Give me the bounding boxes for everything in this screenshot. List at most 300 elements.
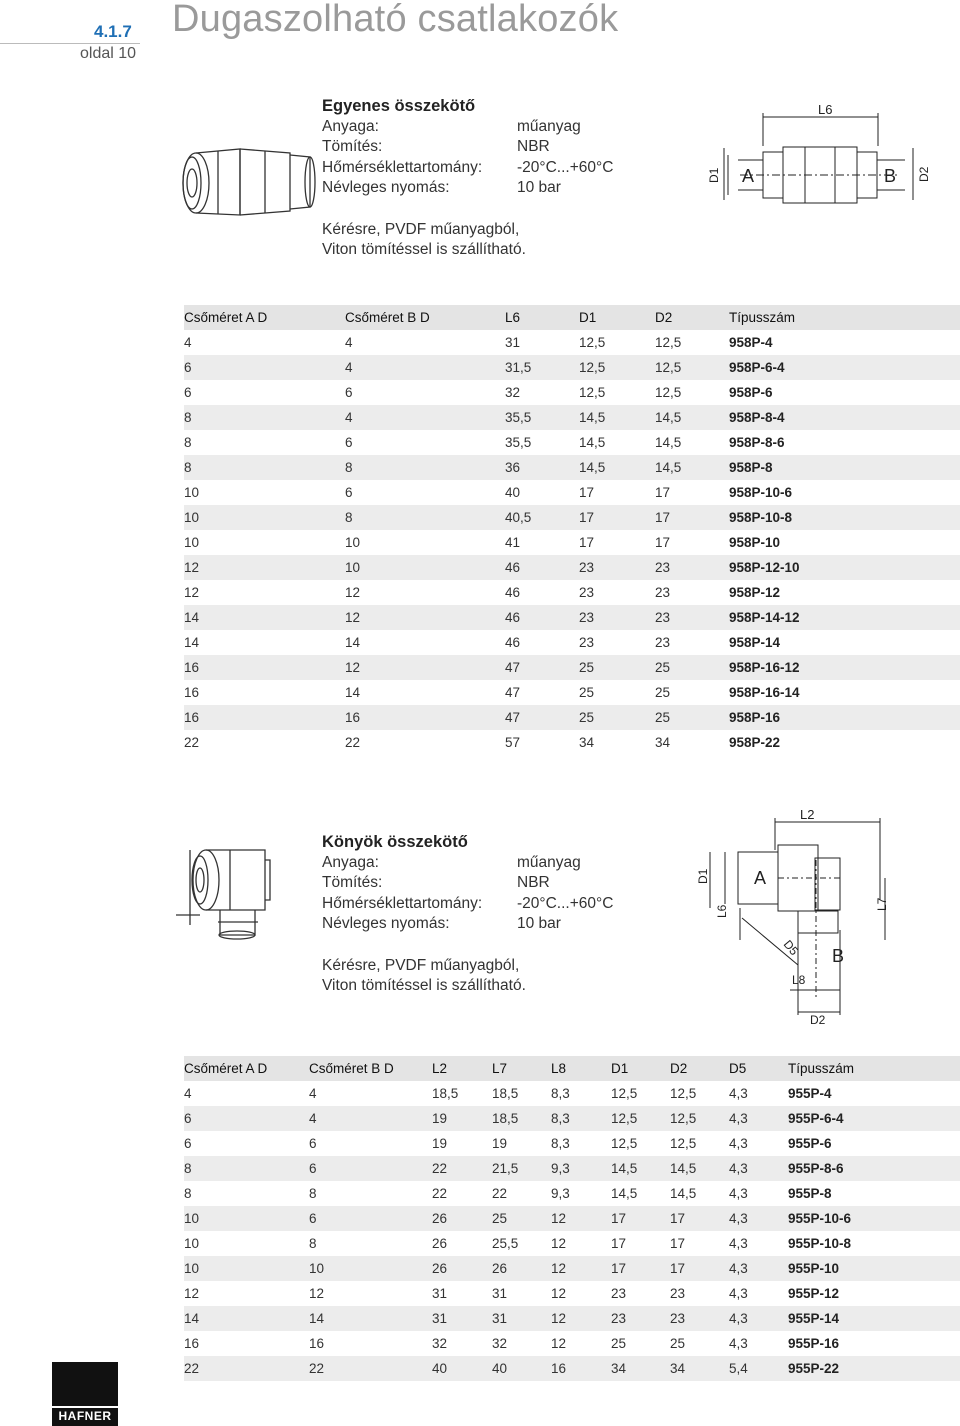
table-cell: 17: [655, 535, 671, 550]
table-cell: 6: [345, 435, 353, 450]
table-cell: 8: [345, 455, 505, 480]
table-cell: 25: [579, 655, 655, 680]
table-cell: 8,3: [551, 1136, 570, 1151]
table-row: [184, 1256, 960, 1281]
part-number-cell: 958P-10-8: [729, 505, 960, 530]
table-cell: 17: [670, 1236, 686, 1251]
table-cell: 12: [345, 655, 505, 680]
spec-label: Tömítés:: [322, 874, 383, 891]
port-b: B: [884, 166, 897, 186]
spec-value: NBR: [517, 138, 550, 155]
table-cell: 10: [345, 535, 361, 550]
part-number-cell: 955P-8-6: [788, 1156, 960, 1181]
product-note: Viton tömítéssel is szállítható.: [322, 241, 526, 258]
spec-label: Hőmérséklettartomány:: [322, 158, 483, 176]
spec-seal: [322, 873, 702, 894]
table-cell: 41: [505, 535, 521, 550]
port-b: B: [832, 946, 845, 966]
table-cell: 17: [579, 505, 655, 530]
table-cell: 35,5: [505, 405, 579, 430]
table-cell: 10: [184, 1256, 309, 1281]
table-cell: 12: [184, 555, 345, 580]
page-number: oldal 10: [80, 45, 137, 62]
table-row: [184, 505, 960, 530]
table-cell: 17: [611, 1236, 627, 1251]
spec-pressure: [322, 178, 702, 199]
table-cell: 23: [655, 635, 671, 650]
table-cell: 4: [309, 1086, 317, 1101]
table-row: [184, 1131, 960, 1156]
table-cell: 40,5: [505, 505, 579, 530]
table-cell: 19: [432, 1136, 448, 1151]
table-cell: 36: [505, 455, 579, 480]
column-header: Típusszám: [729, 305, 960, 330]
table-cell: 16: [184, 685, 200, 700]
table-row: [184, 330, 960, 355]
table-cell: 34: [611, 1356, 670, 1381]
part-number-cell: 958P-16-12: [729, 655, 960, 680]
spec-temperature: [322, 158, 702, 179]
product-note: Kérésre, PVDF műanyagból,: [322, 957, 520, 974]
table-cell: 10: [309, 1256, 432, 1281]
spec-label: Anyaga:: [322, 117, 379, 135]
table-cell: 57: [505, 735, 521, 750]
table-cell: 14,5: [655, 405, 729, 430]
spec-value: -20°C...+60°C: [517, 894, 614, 912]
header-rule: [0, 43, 140, 44]
table-cell: 4: [345, 355, 505, 380]
table-cell: 14,5: [579, 405, 655, 430]
table-cell: 10: [184, 1236, 200, 1251]
spec-material: [322, 117, 702, 138]
table-cell: 6: [345, 485, 353, 500]
table-cell: 12: [551, 1206, 611, 1231]
table-cell: 23: [579, 585, 595, 600]
table-row: [184, 480, 960, 505]
table-cell: 31: [432, 1306, 492, 1331]
product-name: Könyök összekötő: [322, 833, 468, 851]
port-a: A: [742, 166, 755, 186]
dim-d1: D1: [707, 167, 721, 183]
table-cell: 14: [184, 605, 345, 630]
table-cell: 8: [184, 1156, 309, 1181]
port-a: A: [754, 868, 767, 888]
table-row: [184, 1206, 960, 1231]
table-row: [184, 530, 960, 555]
table-cell: 4,3: [729, 1306, 788, 1331]
spec-value: -20°C...+60°C: [517, 158, 614, 176]
spec-pressure: [322, 914, 702, 935]
table-cell: 4: [184, 335, 192, 350]
table-cell: 12,5: [611, 1136, 638, 1151]
table-cell: 26: [432, 1236, 448, 1251]
table-cell: 25: [655, 655, 729, 680]
table-cell: 14,5: [579, 455, 655, 480]
table-cell: 4,3: [729, 1256, 788, 1281]
table-cell: 12,5: [655, 355, 729, 380]
table-cell: 17: [670, 1256, 729, 1281]
table-cell: 17: [655, 485, 671, 500]
table-cell: 22: [432, 1156, 492, 1181]
column-header: D1: [611, 1056, 670, 1081]
table-row: [184, 405, 960, 430]
column-header: Csőméret B D: [309, 1056, 432, 1081]
dim-l6: L6: [818, 102, 833, 117]
table-cell: 16: [551, 1356, 611, 1381]
table-cell: 34: [579, 735, 595, 750]
part-number-cell: 955P-8: [788, 1186, 832, 1201]
table-cell: 6: [309, 1206, 432, 1231]
table-cell: 8,3: [551, 1106, 611, 1131]
table-cell: 10: [345, 555, 505, 580]
table-cell: 4,3: [729, 1336, 748, 1351]
table-cell: 34: [670, 1356, 729, 1381]
table-row: [184, 705, 960, 730]
table-cell: 12,5: [670, 1136, 697, 1151]
table-cell: 14: [184, 1306, 309, 1331]
table-row: [184, 355, 960, 380]
table-cell: 47: [505, 685, 521, 700]
table-cell: 25: [670, 1336, 686, 1351]
table-cell: 16: [345, 705, 505, 730]
table-cell: 4,3: [729, 1136, 748, 1151]
table-cell: 12,5: [655, 385, 682, 400]
table-row: [184, 1156, 960, 1181]
table-cell: 12: [551, 1256, 611, 1281]
table-cell: 22: [345, 735, 361, 750]
table-row: [184, 605, 960, 630]
part-number-cell: 955P-14: [788, 1306, 960, 1331]
table-cell: 8: [184, 435, 192, 450]
table-cell: 4,3: [729, 1156, 788, 1181]
table-cell: 10: [184, 535, 200, 550]
part-number-cell: 958P-12-10: [729, 555, 960, 580]
table-cell: 46: [505, 555, 579, 580]
table-cell: 12,5: [579, 335, 606, 350]
table-cell: 26: [432, 1256, 492, 1281]
table-row: [184, 1331, 960, 1356]
table-cell: 10: [184, 505, 345, 530]
part-number-cell: 958P-8: [729, 455, 960, 480]
table-cell: 31: [492, 1286, 508, 1301]
dim-l7: L7: [875, 897, 889, 911]
column-header: D2: [655, 305, 729, 330]
column-header: D1: [579, 305, 655, 330]
table-row: [184, 1181, 960, 1206]
table-cell: 40: [505, 485, 521, 500]
table-cell: 6: [345, 385, 353, 400]
dim-d5: D5: [780, 937, 802, 959]
table-cell: 12: [184, 1286, 200, 1301]
table-cell: 12,5: [655, 335, 682, 350]
table-cell: 25: [655, 705, 729, 730]
table-cell: 14,5: [670, 1156, 729, 1181]
table-cell: 16: [184, 705, 345, 730]
table-cell: 16: [184, 655, 345, 680]
table-cell: 4: [309, 1106, 432, 1131]
spec-temperature: [322, 894, 702, 915]
table-cell: 17: [611, 1256, 670, 1281]
table-cell: 12: [345, 585, 361, 600]
part-number-cell: 955P-10-8: [788, 1236, 852, 1251]
part-number-cell: 955P-22: [788, 1356, 960, 1381]
spec-value: műanyag: [517, 853, 581, 871]
table-cell: 32: [492, 1336, 508, 1351]
table-cell: 12: [551, 1306, 611, 1331]
spec-value: műanyag: [517, 117, 581, 135]
table-cell: 10: [184, 485, 200, 500]
table-cell: 23: [579, 635, 595, 650]
column-header: L2: [432, 1056, 492, 1081]
table-cell: 6: [184, 1106, 309, 1131]
part-number-cell: 958P-8-4: [729, 405, 960, 430]
table-cell: 5,4: [729, 1356, 788, 1381]
table-cell: 18,5: [432, 1086, 459, 1101]
part-number-cell: 955P-4: [788, 1086, 832, 1101]
table-cell: 8: [309, 1186, 317, 1201]
column-header: L7: [492, 1056, 551, 1081]
table-cell: 25: [579, 705, 655, 730]
table-cell: 12: [551, 1236, 567, 1251]
table-cell: 26: [432, 1206, 492, 1231]
table-cell: 12: [309, 1286, 325, 1301]
part-number-cell: 955P-6-4: [788, 1106, 960, 1131]
table-cell: 8: [184, 405, 345, 430]
part-number-cell: 958P-10: [729, 535, 781, 550]
table-cell: 40: [432, 1356, 492, 1381]
table-cell: 6: [309, 1156, 432, 1181]
table-cell: 35,5: [505, 435, 532, 450]
table-cell: 31,5: [505, 355, 579, 380]
column-header: L6: [505, 305, 579, 330]
table-cell: 25: [611, 1336, 627, 1351]
straight-connector-image: [170, 135, 330, 230]
table-cell: 18,5: [492, 1086, 519, 1101]
spec-value: 10 bar: [517, 179, 561, 196]
table-cell: 4,3: [729, 1286, 748, 1301]
table-row: [184, 580, 960, 605]
table-cell: 17: [670, 1206, 729, 1231]
table-cell: 17: [611, 1206, 670, 1231]
table-cell: 8,3: [551, 1086, 570, 1101]
table-cell: 12,5: [670, 1086, 697, 1101]
table-cell: 14,5: [670, 1186, 697, 1201]
table-cell: 21,5: [492, 1156, 551, 1181]
spec-value: NBR: [517, 874, 550, 891]
part-number-cell: 958P-12: [729, 585, 781, 600]
table-cell: 12: [551, 1286, 567, 1301]
elbow-connector-diagram: [680, 800, 920, 1025]
table-cell: 14,5: [611, 1186, 638, 1201]
table-cell: 12,5: [579, 385, 606, 400]
table-cell: 4,3: [729, 1236, 748, 1251]
table-cell: 14,5: [655, 435, 682, 450]
table-cell: 46: [505, 605, 579, 630]
part-number-cell: 958P-8-6: [729, 435, 785, 450]
table-cell: 4,3: [729, 1086, 748, 1101]
table-cell: 8: [184, 1186, 192, 1201]
table-cell: 40: [492, 1356, 551, 1381]
logo-text: HAFNER: [58, 1409, 112, 1423]
hafner-logo: [52, 1362, 118, 1426]
dim-l2: L2: [800, 807, 815, 822]
table-cell: 23: [655, 605, 729, 630]
part-number-cell: 958P-14-12: [729, 605, 960, 630]
table-cell: 47: [505, 705, 579, 730]
dim-d1: D1: [696, 868, 710, 884]
table-cell: 25: [579, 685, 595, 700]
table-row: [184, 430, 960, 455]
elbow-connector-image: [170, 830, 290, 950]
table-cell: 4,3: [729, 1106, 788, 1131]
table-cell: 8: [309, 1236, 317, 1251]
table-row: [184, 1306, 960, 1331]
table-cell: 23: [579, 555, 655, 580]
table-row: [184, 1081, 960, 1106]
table-cell: 9,3: [551, 1156, 611, 1181]
table-cell: 12,5: [670, 1106, 729, 1131]
dim-d2: D2: [917, 166, 931, 182]
part-number-cell: 958P-14: [729, 635, 781, 650]
table-cell: 12: [184, 585, 200, 600]
spec-label: Névleges nyomás:: [322, 179, 450, 196]
dim-l6: L6: [715, 904, 729, 918]
table-cell: 4,3: [729, 1186, 748, 1201]
product-note: Viton tömítéssel is szállítható.: [322, 977, 526, 994]
table-cell: 12,5: [611, 1106, 670, 1131]
column-header: Csőméret A D: [184, 305, 345, 330]
table-cell: 31: [505, 335, 521, 350]
column-header: L8: [551, 1056, 611, 1081]
table-cell: 4,3: [729, 1206, 788, 1231]
table-cell: 47: [505, 655, 579, 680]
table-cell: 25: [655, 685, 671, 700]
part-number-cell: 955P-10: [788, 1256, 960, 1281]
table-cell: 10: [184, 1206, 309, 1231]
table-cell: 6: [309, 1136, 317, 1151]
table-cell: 4: [345, 405, 505, 430]
part-number-cell: 958P-6: [729, 385, 773, 400]
dim-l8: L8: [792, 973, 806, 987]
table-cell: 19: [492, 1136, 508, 1151]
table-cell: 17: [579, 485, 595, 500]
spec-label: Hőmérséklettartomány:: [322, 894, 483, 912]
table-cell: 23: [655, 585, 671, 600]
spec-label: Anyaga:: [322, 853, 379, 871]
spec-seal: [322, 137, 702, 158]
table-cell: 12: [551, 1336, 567, 1351]
column-header: D5: [729, 1056, 788, 1081]
elbow-connector-table: [184, 1056, 960, 1381]
table-cell: 4: [345, 335, 353, 350]
table-cell: 23: [579, 605, 655, 630]
table-cell: 6: [184, 355, 345, 380]
table-cell: 14: [345, 685, 361, 700]
table-row: [184, 1356, 960, 1381]
table-header-row: [184, 305, 960, 330]
straight-connector-diagram: [700, 100, 940, 215]
part-number-cell: 955P-6: [788, 1136, 832, 1151]
table-cell: 23: [611, 1306, 670, 1331]
table-cell: 22: [492, 1186, 508, 1201]
part-number-cell: 958P-6-4: [729, 355, 960, 380]
table-row: [184, 455, 960, 480]
table-cell: 23: [670, 1306, 729, 1331]
column-header: Csőméret A D: [184, 1056, 309, 1081]
table-cell: 25,5: [492, 1236, 519, 1251]
part-number-cell: 958P-10-6: [729, 485, 793, 500]
part-number-cell: 955P-10-6: [788, 1206, 960, 1231]
table-cell: 14: [345, 635, 361, 650]
dim-d2: D2: [810, 1013, 826, 1025]
table-cell: 14: [309, 1306, 432, 1331]
table-cell: 12,5: [579, 355, 655, 380]
part-number-cell: 955P-12: [788, 1286, 840, 1301]
column-header: Csőméret B D: [345, 305, 505, 330]
table-row: [184, 555, 960, 580]
table-cell: 8: [184, 455, 345, 480]
table-cell: 16: [184, 1336, 200, 1351]
table-cell: 4: [184, 1086, 192, 1101]
table-cell: 8: [345, 505, 505, 530]
table-row: [184, 1106, 960, 1131]
table-row: [184, 655, 960, 680]
table-row: [184, 1231, 960, 1256]
table-cell: 34: [655, 735, 671, 750]
spec-label: Tömítés:: [322, 138, 383, 155]
part-number-cell: 958P-16: [729, 705, 960, 730]
table-cell: 14,5: [655, 455, 729, 480]
product-note: Kérésre, PVDF műanyagból,: [322, 221, 520, 238]
part-number-cell: 958P-16-14: [729, 685, 800, 700]
spec-material: [322, 853, 702, 874]
table-cell: 22: [432, 1186, 448, 1201]
table-cell: 14,5: [579, 435, 606, 450]
part-number-cell: 958P-22: [729, 735, 781, 750]
table-cell: 22: [184, 1356, 309, 1381]
table-cell: 22: [309, 1356, 432, 1381]
table-cell: 23: [670, 1286, 686, 1301]
column-header: D2: [670, 1056, 729, 1081]
table-cell: 14: [184, 635, 200, 650]
table-cell: 17: [655, 505, 729, 530]
spec-label: Névleges nyomás:: [322, 915, 450, 932]
table-row: [184, 1281, 960, 1306]
table-row: [184, 680, 960, 705]
table-cell: 18,5: [492, 1106, 551, 1131]
product-name: Egyenes összekötő: [322, 97, 476, 115]
part-number-cell: 958P-4: [729, 335, 773, 350]
table-cell: 26: [492, 1256, 551, 1281]
table-cell: 14,5: [611, 1156, 670, 1181]
part-number-cell: 955P-16: [788, 1336, 840, 1351]
table-cell: 17: [579, 535, 595, 550]
table-cell: 12: [345, 605, 505, 630]
table-cell: 46: [505, 585, 521, 600]
straight-connector-table: [184, 305, 960, 755]
table-cell: 16: [309, 1336, 325, 1351]
table-cell: 22: [184, 735, 200, 750]
table-cell: 19: [432, 1106, 492, 1131]
section-number: 4.1.7: [94, 22, 132, 41]
table-row: [184, 380, 960, 405]
table-cell: 25: [492, 1206, 551, 1231]
spec-value: 10 bar: [517, 915, 561, 932]
table-cell: 31: [492, 1306, 551, 1331]
table-cell: 6: [184, 1136, 192, 1151]
table-cell: 46: [505, 635, 521, 650]
table-cell: 9,3: [551, 1186, 570, 1201]
